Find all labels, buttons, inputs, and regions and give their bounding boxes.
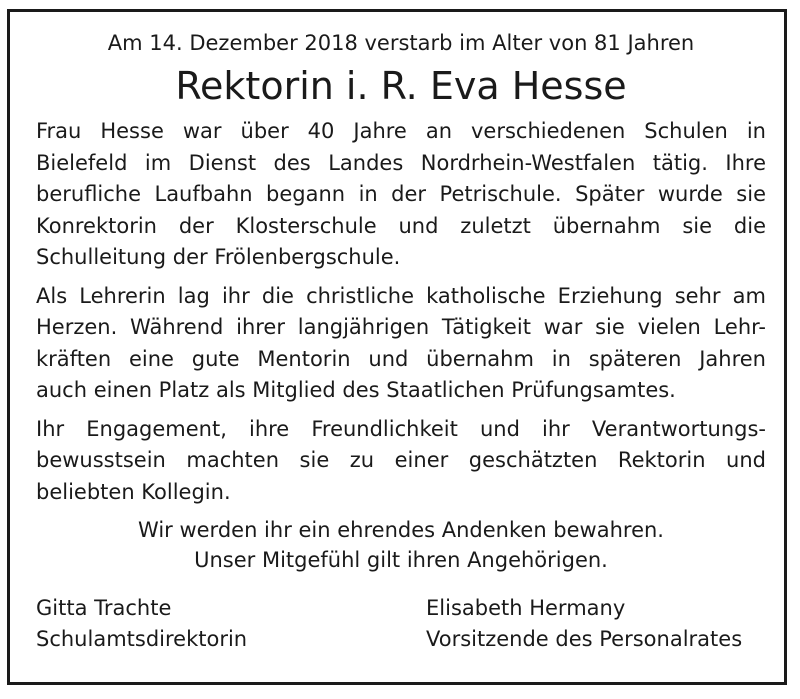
text-line: Als Lehrerin lag ihr die christliche katholische Erziehung sehr am [36,283,766,308]
closing-line: Unser Mitgefühl gilt ihren Angehörigen. [194,548,608,572]
text-line: Konrektorin der Klosterschule und zuletzt übernahm sie die [36,213,766,238]
paragraph-career [36,116,766,274]
signature-right [426,593,766,655]
paragraph-engagement [36,414,766,509]
text-line: Herzen. Während ihrer langjährigen Tätigkeit war sie vielen Lehr- [36,315,766,339]
deceased-name: Rektorin i. R. Eva Hesse [175,64,627,108]
text-line: Ihr Engagement, ihre Freundlichkeit und ihr Verantwortungs- [36,416,766,441]
paragraph-teaching [36,281,766,407]
text-line: beliebten Kollegin. [36,479,231,504]
signature-title: Vorsitzende des Personalrates [426,627,743,651]
signature-name: Gitta Trachte [36,596,172,620]
signature-left [36,593,416,655]
intro-line: Am 14. Dezember 2018 verstarb im Alter von 81 Jahren [107,31,695,55]
obituary-content [36,28,766,655]
text-line: bewusstsein machten sie zu einer geschätzten Rektorin und [36,448,766,472]
signatures [36,593,766,655]
signature-title: Schulamtsdirektorin [36,627,248,651]
text-line: Frau Hesse war über 40 Jahre an verschiedenen Schulen in [36,119,766,143]
signature-name: Elisabeth Hermany [426,596,626,620]
text-line: Bielefeld im Dienst des Landes Nordrhein-Westfalen tätig. Ihre [36,150,766,175]
text-line: auch einen Platz als Mitglied des Staatlichen Prüfungsamtes. [36,378,676,402]
text-line: kräften eine gute Mentorin und übernahm in späteren Jahren [36,346,766,371]
text-line: Schulleitung der Frölenbergschule. [36,245,401,269]
closing-line: Wir werden ihr ein ehrendes Andenken bewahren. [138,518,664,542]
closing-block [36,515,766,575]
text-line: berufliche Laufbahn begann in der Petrischule. Später wurde sie [36,182,766,206]
